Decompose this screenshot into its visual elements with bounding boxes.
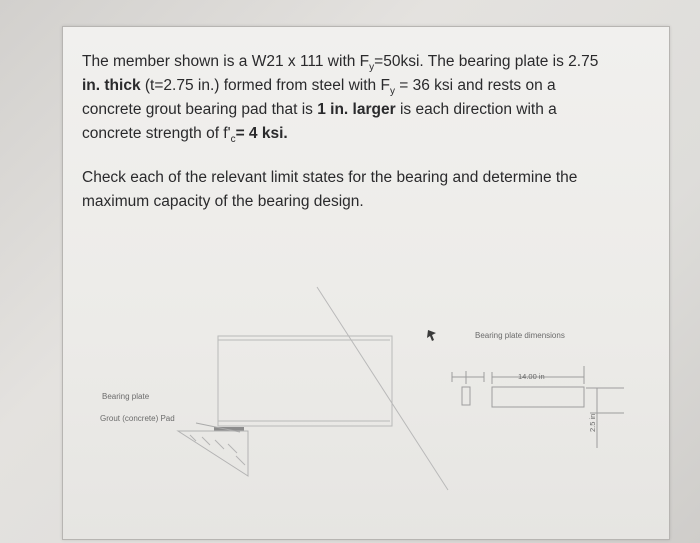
member-outline — [218, 287, 448, 490]
problem-statement: The member shown is a W21 x 111 with $F_y=50ksi$. The bearing plate is 2.75 in. thick (t=2.75 in.) formed from steel with $F_y = 36$ ksi and rests on a concrete grout bearing pad that is 1 in. larger is each direction with a concrete strength of $f'_c= 4$ ksi. — [82, 53, 599, 146]
height-dimension: 2.5 in — [588, 413, 597, 432]
beam-end-block — [218, 336, 392, 426]
task-instruction: Check each of the relevant limit states for the bearing and determine the maximum capacity of the bearing design. — [82, 169, 578, 210]
bearing-plate-label: Bearing plate — [102, 392, 150, 401]
dimensions-title: Bearing plate dimensions — [475, 331, 565, 340]
grout-pad-label: Grout (concrete) Pad — [100, 414, 175, 423]
grout-pad — [178, 431, 248, 476]
diagonal-cut-line — [317, 287, 448, 490]
plate-plan-rect — [492, 387, 584, 407]
cursor-arrow-icon — [427, 330, 436, 341]
width-dimension: 14.00 in — [518, 372, 545, 381]
